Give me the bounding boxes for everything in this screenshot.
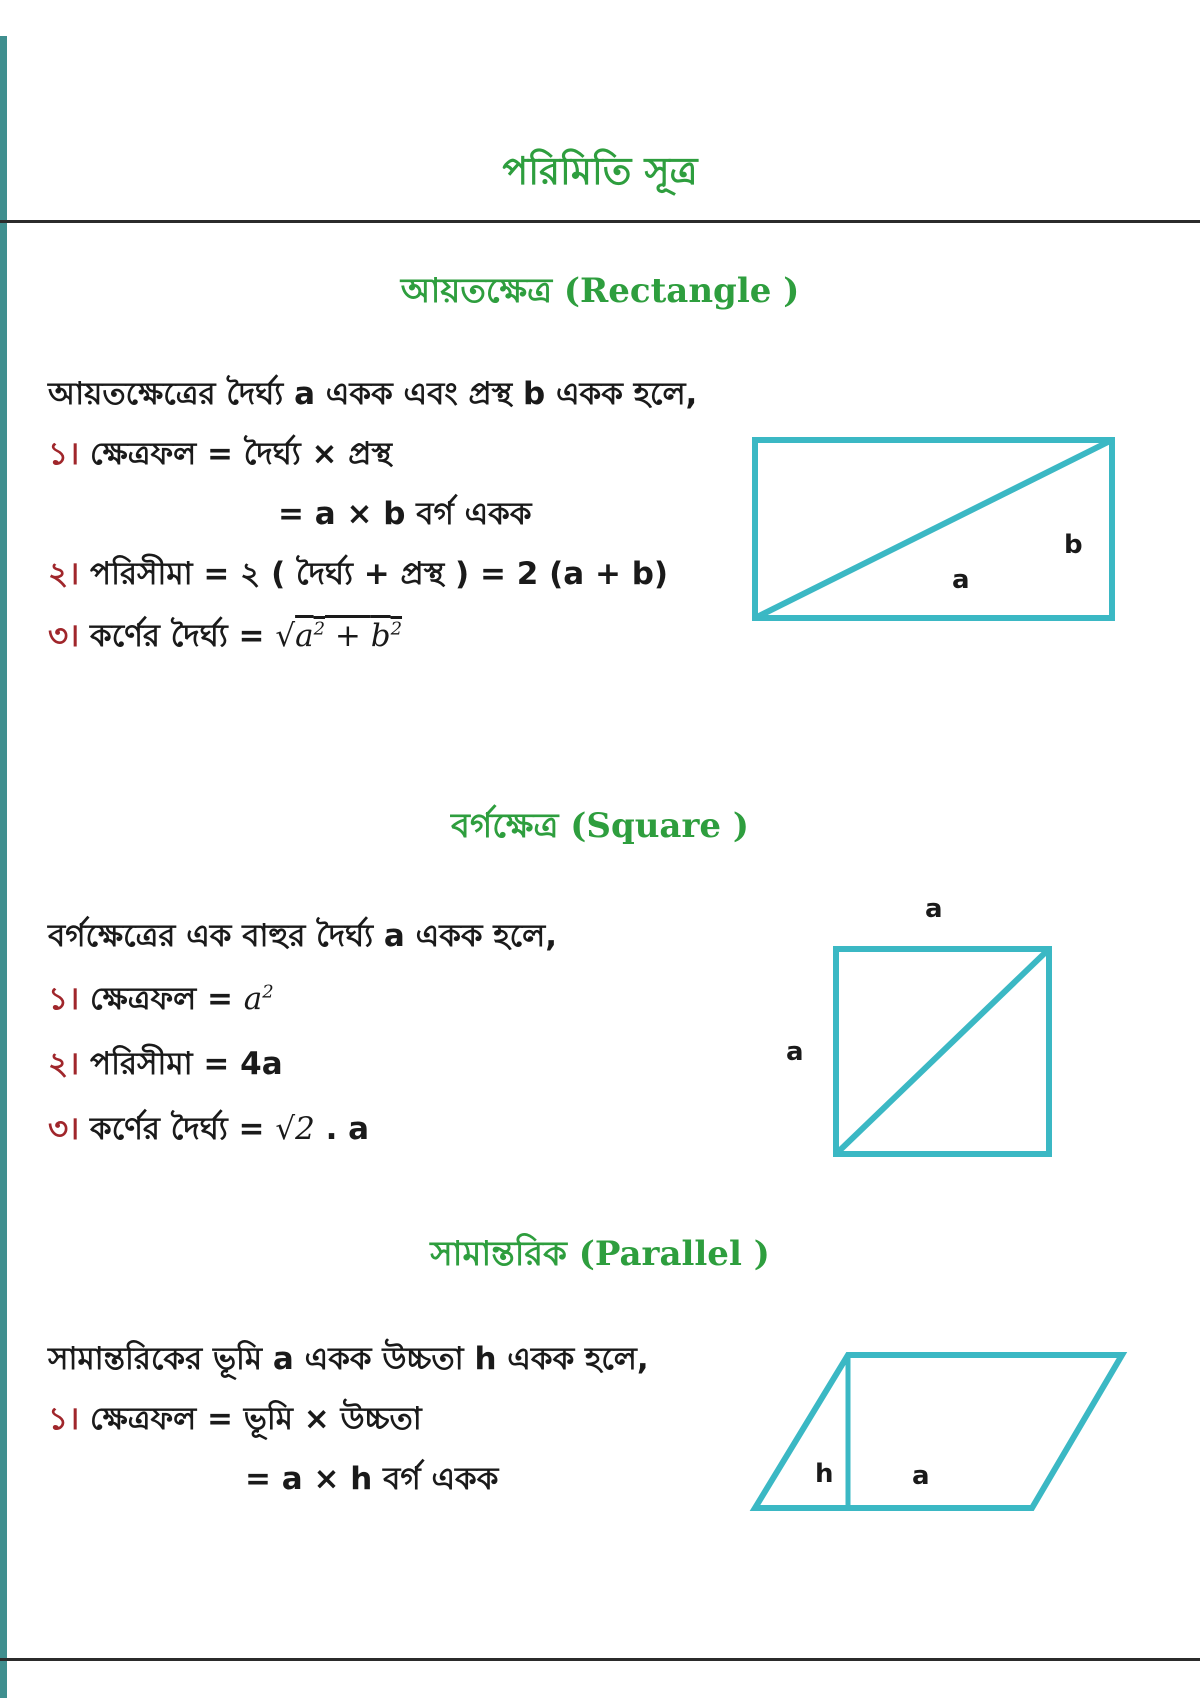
exp-a: 2 bbox=[313, 618, 326, 640]
rectangle-label-b: b bbox=[1064, 530, 1083, 560]
square-diagonal bbox=[836, 949, 1049, 1154]
formula-number: ১। bbox=[48, 1401, 80, 1437]
formula-number: ১। bbox=[48, 981, 80, 1017]
rectangle-heading-en: (Rectangle ) bbox=[563, 271, 800, 311]
square-heading-en: (Square ) bbox=[570, 806, 749, 846]
formula-number: ২। bbox=[48, 1046, 80, 1082]
parallel-intro: সামান্তরিকের ভূমি a একক উচ্চতা h একক হলে, bbox=[48, 1341, 649, 1377]
exp-b: 2 bbox=[390, 618, 403, 640]
sqrt-sign: √ bbox=[275, 618, 296, 654]
parallel-heading-bn: সামান্তরিক bbox=[430, 1234, 567, 1274]
formula-number: ৩। bbox=[48, 618, 80, 654]
parallelogram-shape bbox=[755, 1355, 1122, 1508]
sqrt-two: √2 bbox=[275, 1111, 315, 1147]
square-area-expression bbox=[244, 981, 274, 1017]
parallel-heading-en: (Parallel ) bbox=[578, 1234, 770, 1274]
formula-number: ১। bbox=[48, 436, 80, 472]
formula-text: ক্ষেত্রফল = দৈর্ঘ্য × প্রস্থ bbox=[90, 436, 392, 472]
parallelogram-label-a: a bbox=[912, 1461, 930, 1491]
bottom-divider bbox=[0, 1658, 1200, 1661]
exp-2: 2 bbox=[262, 981, 274, 1003]
parallelogram-label-h: h bbox=[815, 1459, 834, 1489]
diagonal-tail: . a bbox=[325, 1111, 370, 1147]
square-heading bbox=[0, 800, 1200, 857]
parallel-area-formula bbox=[48, 1395, 422, 1447]
formula-text: পরিসীমা = ২ ( দৈর্ঘ্য + প্রস্থ ) = 2 (a + b) bbox=[90, 556, 669, 592]
formula-text: ক্ষেত্রফল = bbox=[90, 981, 233, 1017]
parallel-area-result: = a × h বর্গ একক bbox=[245, 1461, 499, 1497]
rectangle-label-a: a bbox=[952, 565, 970, 595]
formula-text: কর্ণের দৈর্ঘ্য = bbox=[90, 618, 265, 654]
rectangle-heading-bn: আয়তক্ষেত্র bbox=[400, 271, 553, 311]
square-diagonal-formula bbox=[48, 1105, 369, 1157]
square-label-top: a bbox=[925, 894, 943, 924]
var-a: a bbox=[243, 981, 263, 1017]
formula-number: ২। bbox=[48, 556, 80, 592]
var-b: b bbox=[370, 618, 391, 654]
formula-text: কর্ণের দৈর্ঘ্য = bbox=[90, 1111, 265, 1147]
square-intro: বর্গক্ষেত্রের এক বাহুর দৈর্ঘ্য a একক হলে, bbox=[48, 918, 557, 954]
square-perimeter-formula bbox=[48, 1040, 283, 1092]
rectangle-area-result: = a × b বর্গ একক bbox=[278, 496, 532, 532]
page-title: পরিমিতি সূত্র bbox=[502, 149, 698, 193]
square-heading-bn: বর্গক্ষেত্র bbox=[451, 806, 559, 846]
rectangle-diagonal bbox=[755, 440, 1112, 618]
var-a: a bbox=[295, 618, 314, 654]
formula-text: ক্ষেত্রফল = ভূমি × উচ্চতা bbox=[90, 1401, 422, 1437]
rectangle-intro: আয়তক্ষেত্রের দৈর্ঘ্য a একক এবং প্রস্থ b একক হলে, bbox=[48, 376, 698, 412]
square-label-left: a bbox=[786, 1037, 804, 1067]
formula-text: পরিসীমা = 4a bbox=[90, 1046, 283, 1082]
parallel-heading bbox=[0, 1228, 1200, 1285]
formula-number: ৩। bbox=[48, 1111, 80, 1147]
plus-sign: + bbox=[325, 618, 371, 654]
square-area-formula bbox=[48, 975, 274, 1027]
